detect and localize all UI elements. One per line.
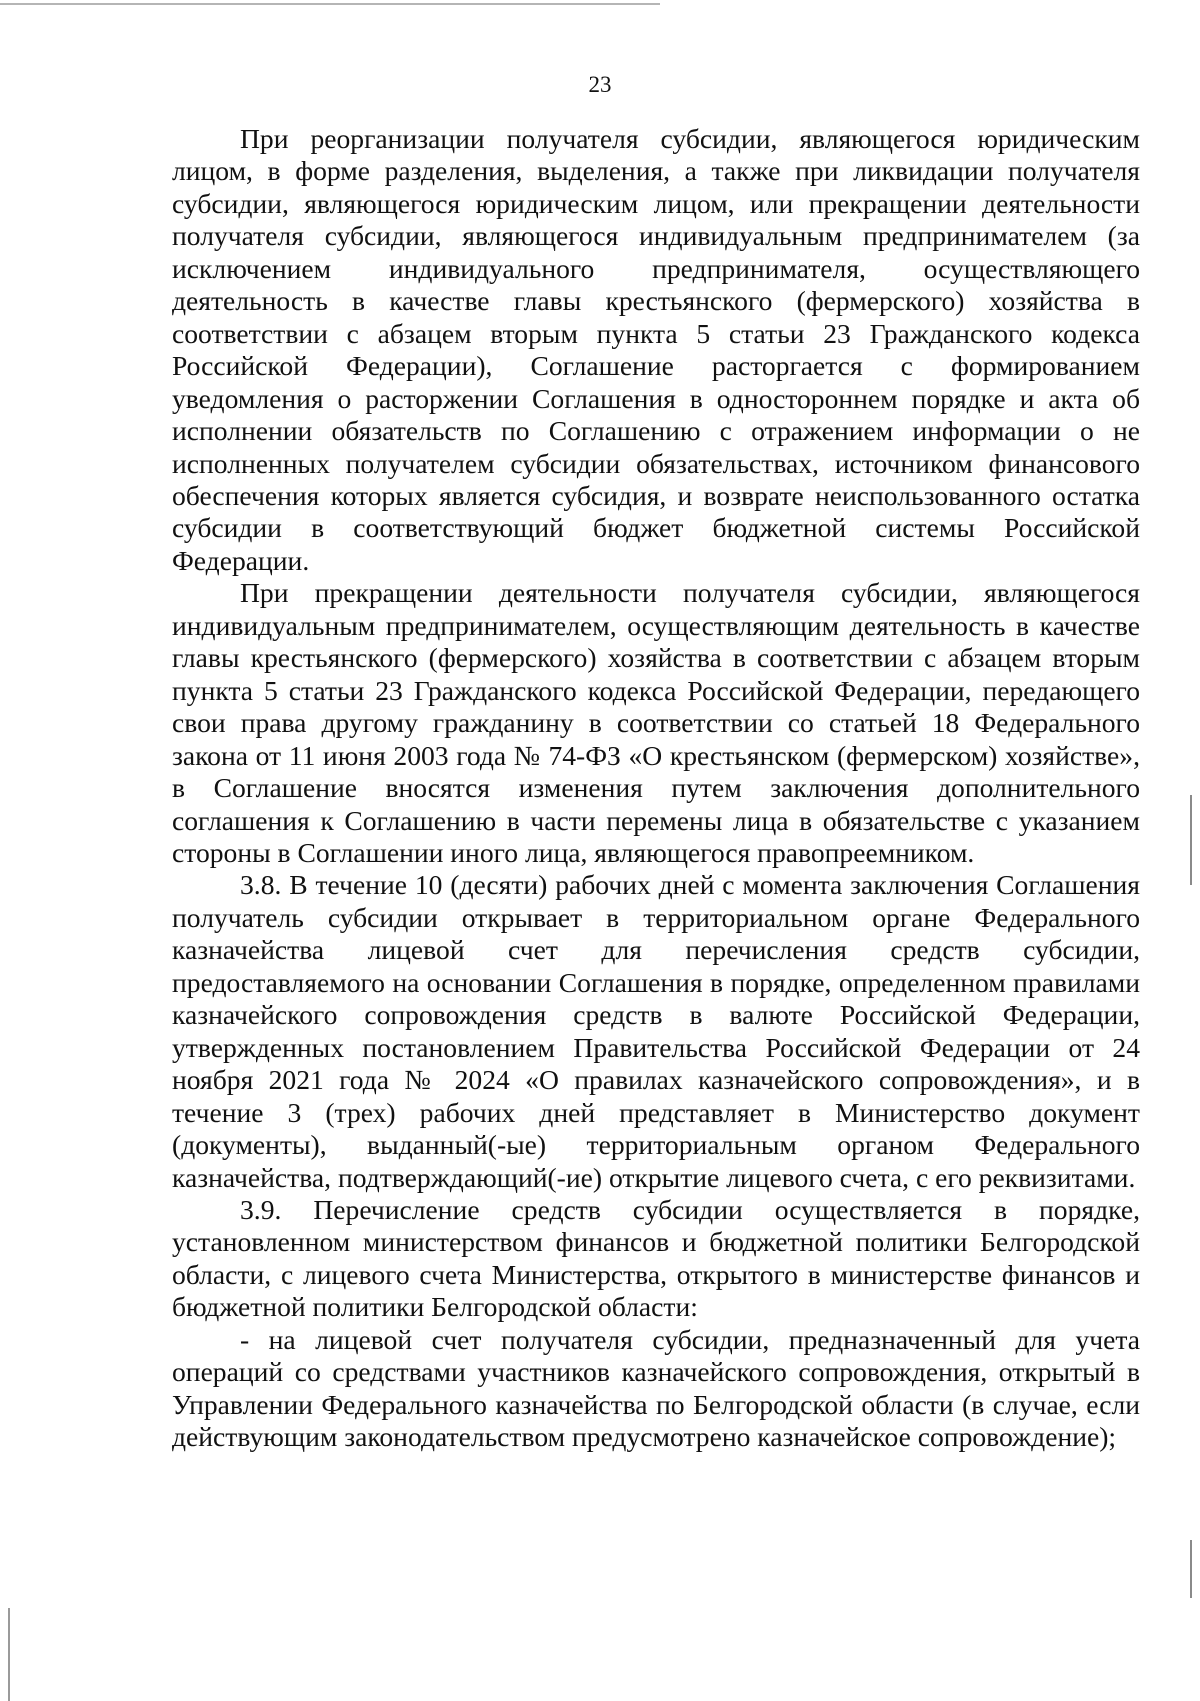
paragraph-termination-farmer: При прекращении деятельности получателя субсидии, являющегося индивидуальным предпринимателем, осуществляющим деятельность в качестве главы крестьянского (фермерского) хозяйства в соответствии с абзацем вторым пункта 5 статьи 23 Гражданского кодекса Российской Федерации, передающего свои права другому гражданину в соответствии со статьей 18 Федерального закона от 11 июня 2003 года № 74-ФЗ «О крестьянском (фермерском) хозяйстве», в Соглашение вносятся изменения путем заключения дополнительного соглашения к Соглашению в части перемены лица в обязательстве с указанием стороны в Соглашении иного лица, являющегося правопреемником. (172, 577, 1140, 868)
paragraph-list-item-account: - на лицевой счет получателя субсидии, предназначенный для учета операций со средствами участников казначейского сопровождения, открытый в Управлении Федерального казначейства по Белгородской области (в случае, если действующим законодательством предусмотрено казначейское сопровождение); (172, 1323, 1140, 1453)
paragraph-3-9: 3.9. Перечисление средств субсидии осуществляется в порядке, установленном министерством финансов и бюджетной политики Белгородской области, с лицевого счета Министерства, открытого в министерстве финансов и бюджетной политики Белгородской области: (172, 1193, 1140, 1323)
scan-edge-mark (8, 1608, 10, 1701)
page-number: 23 (588, 72, 612, 97)
scan-edge-mark (1190, 795, 1192, 885)
scan-edge-mark (1190, 1540, 1192, 1598)
paragraph-reorganization: При реорганизации получателя субсидии, являющегося юридическим лицом, в форме разделения, выделения, а также при ликвидации получателя субсидии, являющегося юридическим лицом, или прекращении деятельности получателя субсидии, являющегося индивидуальным предпринимателем (за исключением индивидуального предпринимателя, осуществляющего деятельность в качестве главы крестьянского (фермерского) хозяйства в соответствии с абзацем вторым пункта 5 статьи 23 Гражданского кодекса Российской Федерации), Соглашение расторгается с формированием уведомления о расторжении Соглашения в одностороннем порядке и акта об исполнении обязательств по Соглашению с отражением информации о не исполненных получателем субсидии обязательствах, источником финансового обеспечения которых является субсидия, и возврате неиспользованного остатка субсидии в соответствующий бюджет бюджетной системы Российской Федерации. (172, 123, 1140, 576)
document-body (172, 123, 1140, 1454)
paragraph-3-8: 3.8. В течение 10 (десяти) рабочих дней с момента заключения Соглашения получатель субсидии открывает в территориальном органе Федерального казначейства лицевой счет для перечисления средств субсидии, предоставляемого на основании Соглашения в порядке, определенном правилами казначейского сопровождения средств в валюте Российской Федерации, утвержденных постановлением Правительства Российской Федерации от 24 ноября 2021 года № 2024 «О правилах казначейского сопровождения», и в течение 3 (трех) рабочих дней представляет в Министерство документ (документы), выданный(-ые) территориальным органом Федерального казначейства, подтверждающий(-ие) открытие лицевого счета, с его реквизитами. (172, 869, 1140, 1193)
scan-edge-line (0, 3, 660, 5)
